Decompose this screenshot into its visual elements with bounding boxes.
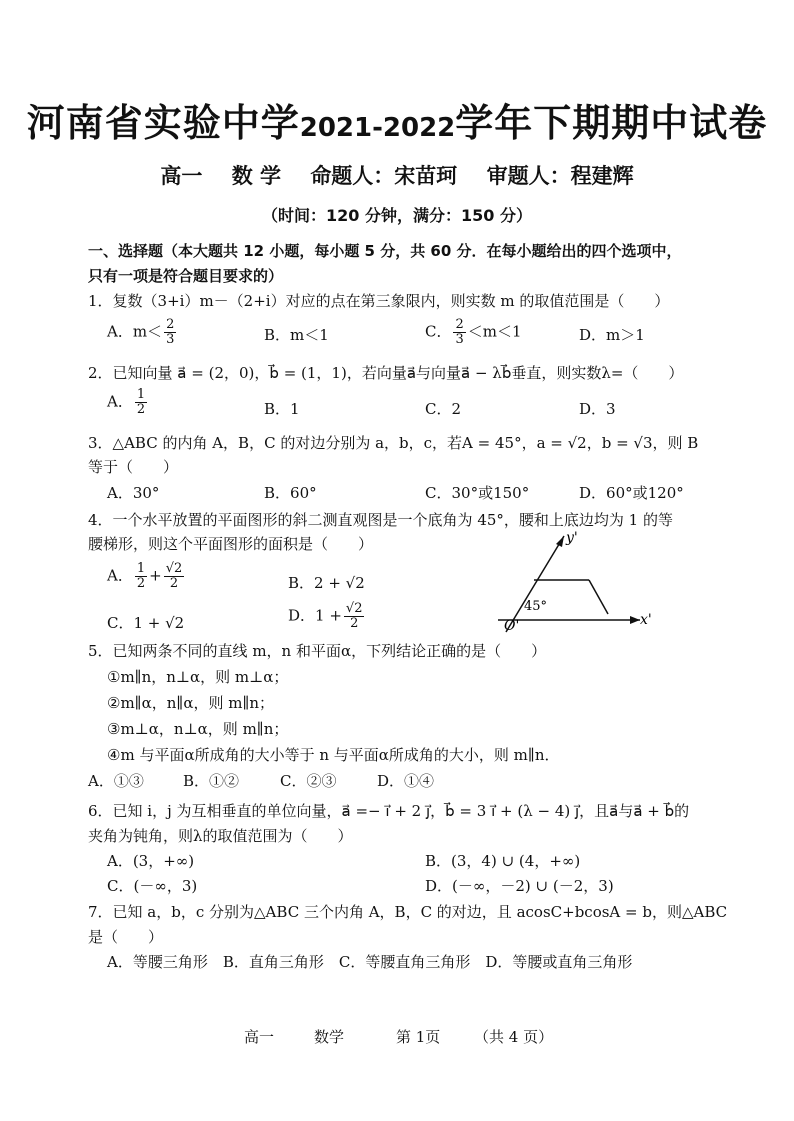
plus-sign: + (149, 566, 162, 585)
question-3-stem-line2: 等于（ ） (88, 458, 179, 476)
question-4-option-a (107, 562, 186, 591)
time-info: （时间：120 分钟，满分：150 分） (262, 206, 532, 225)
denominator: 3 (455, 332, 464, 347)
fraction (164, 318, 176, 347)
question-7-options: A．等腰三角形 B．直角三角形 C．等腰直角三角形 D．等腰或直角三角形 (107, 953, 633, 971)
option-d-text: D．1 + (288, 606, 342, 625)
denominator: 2 (350, 616, 359, 631)
question-1-option-d: D．m＞1 (579, 326, 645, 344)
footer-grade: 高一 (244, 1028, 275, 1046)
question-2-option-d: D．3 (579, 400, 616, 418)
section-heading-line2: 只有一项是符合题目要求的） (88, 267, 284, 285)
question-5-option-d: D．①④ (377, 772, 435, 790)
label-y: y' (566, 530, 578, 546)
question-2-stem: 2．已知向量 a⃗ = (2，0)，b⃗ = (1，1)，若向量a⃗与向量a⃗ − λb⃗垂直，则实数λ=（ ） (88, 364, 684, 382)
grade-label: 高一 (160, 164, 203, 188)
question-4-option-c: C．1 + √2 (107, 614, 185, 632)
question-7-stem-line2: 是（ ） (88, 928, 164, 946)
denominator: 3 (166, 332, 175, 347)
option-a-text: A． (107, 392, 133, 411)
question-6-option-d: D．(－∞，－2) ∪ (－2，3) (425, 877, 614, 895)
question-3-stem-line1: 3．△ABC 的内角 A，B，C 的对边分别为 a，b，c，若A = 45°，a = √2，b = √3，则 B (88, 434, 699, 452)
section-heading-line1: 一、选择题（本大题共 12 小题，每小题 5 分，共 60 分．在每小题给出的四个选项中， (88, 242, 682, 260)
reviewer-label: 审题人：程建辉 (486, 164, 634, 188)
question-5-stem: 5．已知两条不同的直线 m，n 和平面α，下列结论正确的是（ ） (88, 642, 547, 660)
denominator: 2 (136, 402, 146, 417)
option-a-text: A．m＜ (107, 322, 163, 341)
question-6-stem-line2: 夹角为钝角，则λ的取值范围为（ ） (88, 827, 353, 845)
option-c-text: C． (425, 322, 452, 341)
numerator: √2 (165, 561, 183, 576)
fraction (135, 388, 147, 417)
question-4-stem-line2: 腰梯形，则这个平面图形的面积是（ ） (88, 535, 374, 553)
footer-total: （共 4 页） (474, 1028, 554, 1046)
title-suffix: 学年下期期中试卷 (455, 100, 768, 145)
title-prefix: 河南省实验中学 (26, 100, 300, 145)
x-axis-arrow (630, 616, 640, 624)
question-3-option-b: B．60° (264, 484, 317, 502)
option-a-text: A． (107, 566, 133, 585)
denominator: 2 (136, 576, 146, 591)
numerator: √2 (345, 601, 363, 616)
question-6-option-c: C．(－∞，3) (107, 877, 198, 895)
question-6-option-b: B．(3，4) ∪ (4，+∞) (425, 852, 581, 870)
y-axis-arrow (556, 536, 564, 547)
question-5-statement-3: ③m⊥α，n⊥α，则 m∥n； (107, 720, 289, 738)
fraction (164, 562, 185, 591)
page-title (0, 92, 794, 147)
question-2-option-a (107, 388, 149, 417)
question-3-option-c: C．30°或150° (425, 484, 530, 502)
numerator: 2 (166, 317, 175, 332)
question-7-stem-line1: 7．已知 a，b，c 分别为△ABC 三个内角 A，B，C 的对边，且 acosC+bcosA = b，则△ABC (88, 903, 728, 921)
numerator: 1 (136, 387, 146, 402)
trapezoid-figure (480, 528, 660, 638)
question-6-option-a: A．(3，+∞) (107, 852, 195, 870)
angle-label: 45° (524, 599, 548, 614)
question-5-statement-1: ①m∥n，n⊥α，则 m⊥α； (107, 668, 289, 686)
question-2-option-b: B．1 (264, 400, 300, 418)
title-year: 2021-2022 (299, 113, 456, 143)
numerator: 1 (136, 561, 146, 576)
fraction (453, 318, 465, 347)
question-3-option-a: A．30° (107, 484, 160, 502)
footer-page: 第 1页 (396, 1028, 441, 1046)
question-4-option-d (288, 602, 366, 631)
question-3-option-d: D．60°或120° (579, 484, 684, 502)
question-1-option-a (107, 318, 178, 347)
fraction (344, 602, 365, 631)
question-4-option-b: B．2 + √2 (288, 574, 365, 592)
question-5-option-b: B．①② (183, 772, 240, 790)
question-1-option-b: B．m＜1 (264, 326, 329, 344)
question-5-option-a: A．①③ (88, 772, 144, 790)
footer-subject: 数学 (314, 1028, 345, 1046)
author-label: 命题人：宋苗珂 (310, 164, 458, 188)
question-5-statement-2: ②m∥α，n∥α，则 m∥n； (107, 694, 275, 712)
question-5-statement-4: ④m 与平面α所成角的大小等于 n 与平面α所成角的大小，则 m∥n． (107, 746, 560, 764)
question-1-option-c (425, 318, 522, 347)
question-5-option-c: C．②③ (280, 772, 337, 790)
trapezoid-leg (589, 580, 608, 614)
subject-label: 数 学 (231, 164, 281, 188)
question-6-stem-line1: 6．已知 i，j 为互相垂直的单位向量，a⃗ =− i⃗ + 2 j⃗，b⃗ = 3 i⃗ + (λ − 4) j⃗，且a⃗与a⃗ + b⃗的 (88, 802, 690, 820)
exam-subtitle (0, 160, 794, 190)
numerator: 2 (455, 317, 464, 332)
fraction (135, 562, 147, 591)
option-c-suffix: ＜m＜1 (467, 322, 522, 341)
label-x: x' (640, 612, 652, 628)
question-4-stem-line1: 4．一个水平放置的平面图形的斜二测直观图是一个底角为 45°，腰和上底边均为 1 的等 (88, 511, 673, 529)
question-1-stem: 1．复数（3+i）m－（2+i）对应的点在第三象限内，则实数 m 的取值范围是（ ） (88, 292, 670, 310)
question-2-option-c: C．2 (425, 400, 462, 418)
denominator: 2 (169, 576, 179, 591)
label-origin: O' (504, 618, 520, 634)
